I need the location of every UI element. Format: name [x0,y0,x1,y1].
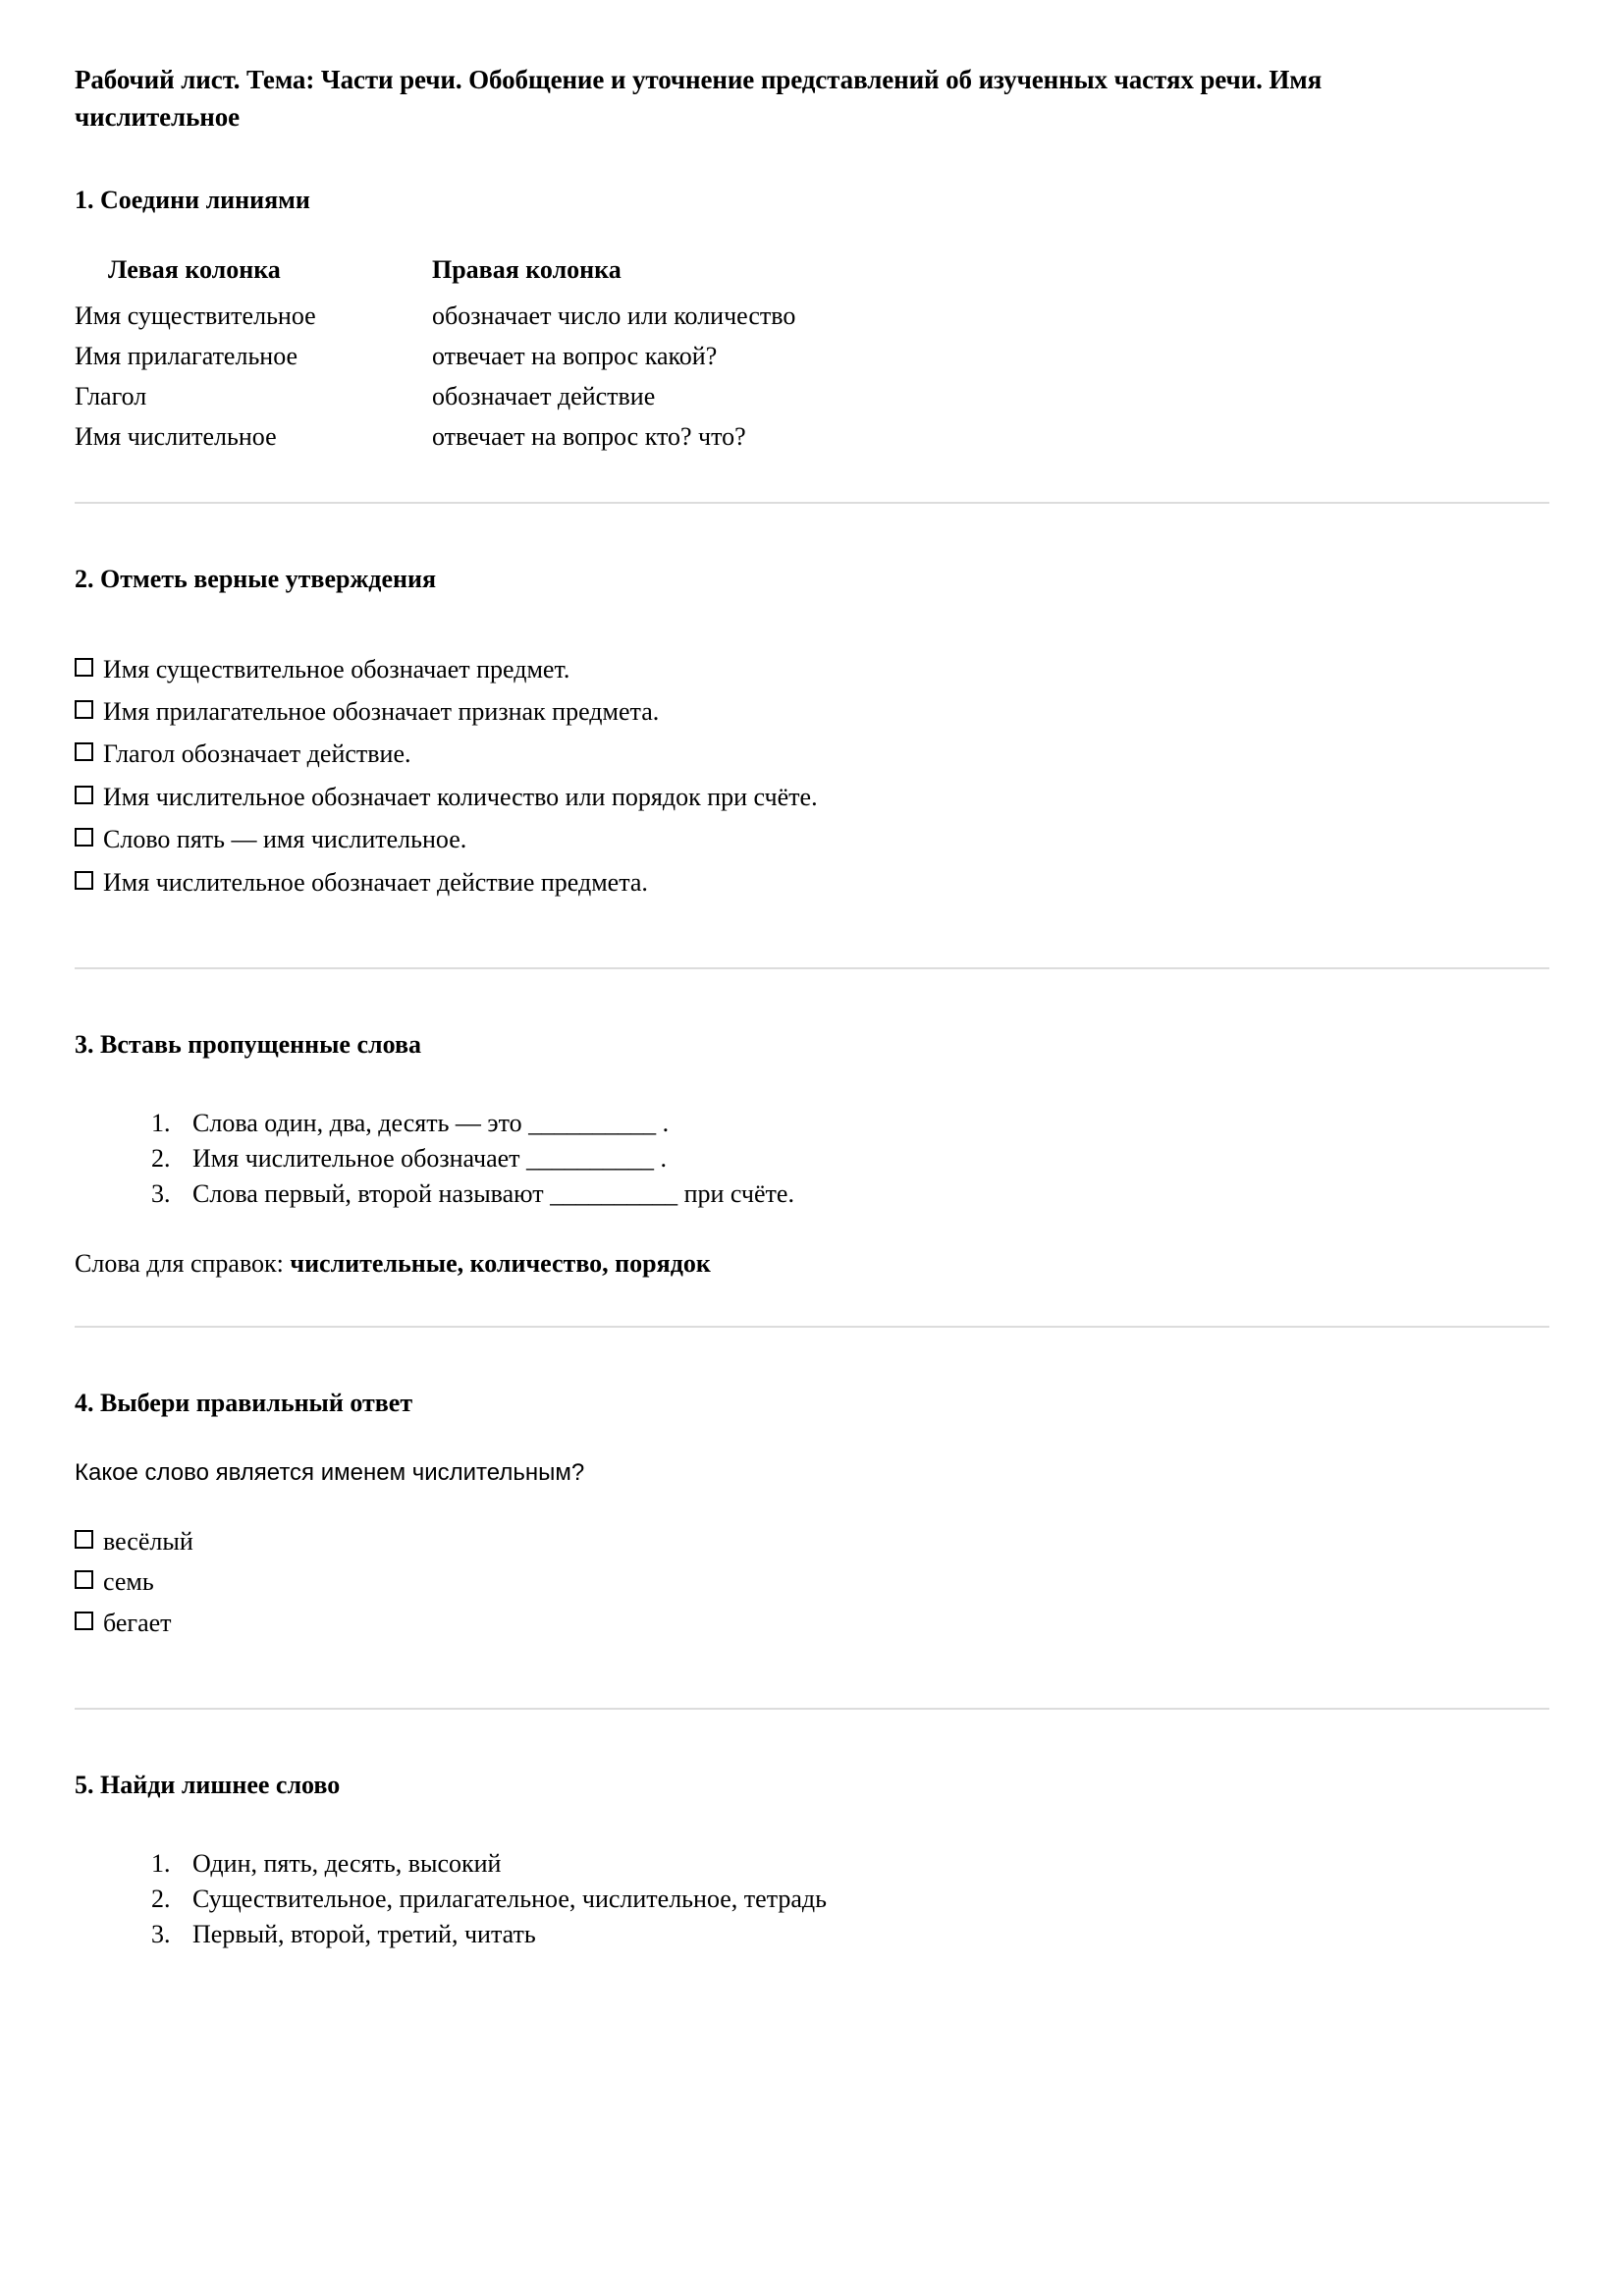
list-item[interactable]: 3. Первый, второй, третий, читать [177,1920,1549,1949]
list-item[interactable]: 3. Слова первый, второй называют __________ при счёте. [177,1179,1549,1209]
list-item-label: Слово пять — имя числительное. [103,825,467,854]
list-item[interactable] [75,739,1549,768]
reference-words-values: числительные, количество, порядок [290,1249,711,1279]
fill-blanks-list [75,1109,1549,1209]
list-item[interactable] [75,1567,1549,1596]
list-item[interactable] [75,697,1549,726]
checkbox-icon[interactable] [75,1612,93,1630]
option-label: весёлый [103,1527,193,1556]
match-left-item[interactable]: Имя числительное [75,422,277,452]
list-item-label: Имя прилагательное обозначает признак предмета. [103,697,660,727]
true-statements-list [75,655,1549,897]
list-item[interactable] [75,1609,1549,1637]
list-item[interactable]: 1. Один, пять, десять, высокий [177,1849,1549,1879]
section-heading-choose-answer: 4. Выбери правильный ответ [75,1389,413,1418]
table-header-row [75,255,1119,301]
checkbox-icon[interactable] [75,658,93,677]
match-left-item[interactable]: Глагол [75,382,147,411]
worksheet-content [75,61,1549,1949]
list-item[interactable] [75,1527,1549,1556]
option-label: бегает [103,1608,172,1637]
list-item-label: Имя числительное обозначает количество или порядок при счёте. [103,782,818,811]
table-row[interactable] [75,301,1119,342]
checkbox-icon[interactable] [75,786,93,804]
list-item[interactable] [75,655,1549,683]
match-right-item[interactable]: обозначает действие [432,382,656,411]
table-row[interactable] [75,382,1119,422]
choose-answer-options [75,1527,1549,1637]
match-right-item[interactable]: отвечает на вопрос кто? что? [432,422,746,452]
checkbox-icon[interactable] [75,828,93,847]
checkbox-icon[interactable] [75,742,93,761]
reference-words-label: Слова для справок: [75,1249,291,1279]
odd-one-out-list [75,1849,1549,1949]
column-header-left: Левая колонка [108,255,281,285]
page-title: Рабочий лист. Тема: Части речи. Обобщение и уточнение представлений об изученных частях речи. Имя числительное [75,65,1323,133]
match-left-item[interactable]: Имя прилагательное [75,342,298,371]
option-label: семь [103,1567,154,1597]
section-heading-true-statements: 2. Отметь верные утверждения [75,564,437,593]
section-heading-odd-one-out: 5. Найди лишнее слово [75,1771,341,1800]
list-item[interactable]: 2. Имя числительное обозначает __________ . [177,1144,1549,1174]
checkbox-icon[interactable] [75,871,93,890]
match-columns-table [75,255,1119,462]
choose-answer-question: Какое слово является именем числительным? [75,1459,585,1487]
section-heading-fill-blanks: 3. Вставь пропущенные слова [75,1029,421,1059]
list-item[interactable] [75,868,1549,897]
list-item-label: Имя существительное обозначает предмет. [103,654,570,683]
reference-words-line [75,1248,1549,1279]
checkbox-icon[interactable] [75,700,93,719]
section-heading-match: 1. Соедини линиями [75,185,310,214]
list-item-label: Имя числительное обозначает действие предмета. [103,867,648,897]
table-row[interactable] [75,342,1119,382]
table-row[interactable] [75,422,1119,463]
match-right-item[interactable]: обозначает число или количество [432,301,796,331]
list-item-label: Глагол обозначает действие. [103,739,411,769]
list-item[interactable] [75,783,1549,811]
checkbox-icon[interactable] [75,1570,93,1589]
column-header-right: Правая колонка [432,255,622,285]
list-item[interactable] [75,825,1549,853]
match-right-item[interactable]: отвечает на вопрос какой? [432,342,718,371]
list-item[interactable]: 1. Слова один, два, десять — это __________ . [177,1109,1549,1138]
match-left-item[interactable]: Имя существительное [75,301,316,331]
list-item[interactable]: 2. Существительное, прилагательное, числительное, тетрадь [177,1885,1549,1914]
checkbox-icon[interactable] [75,1530,93,1549]
